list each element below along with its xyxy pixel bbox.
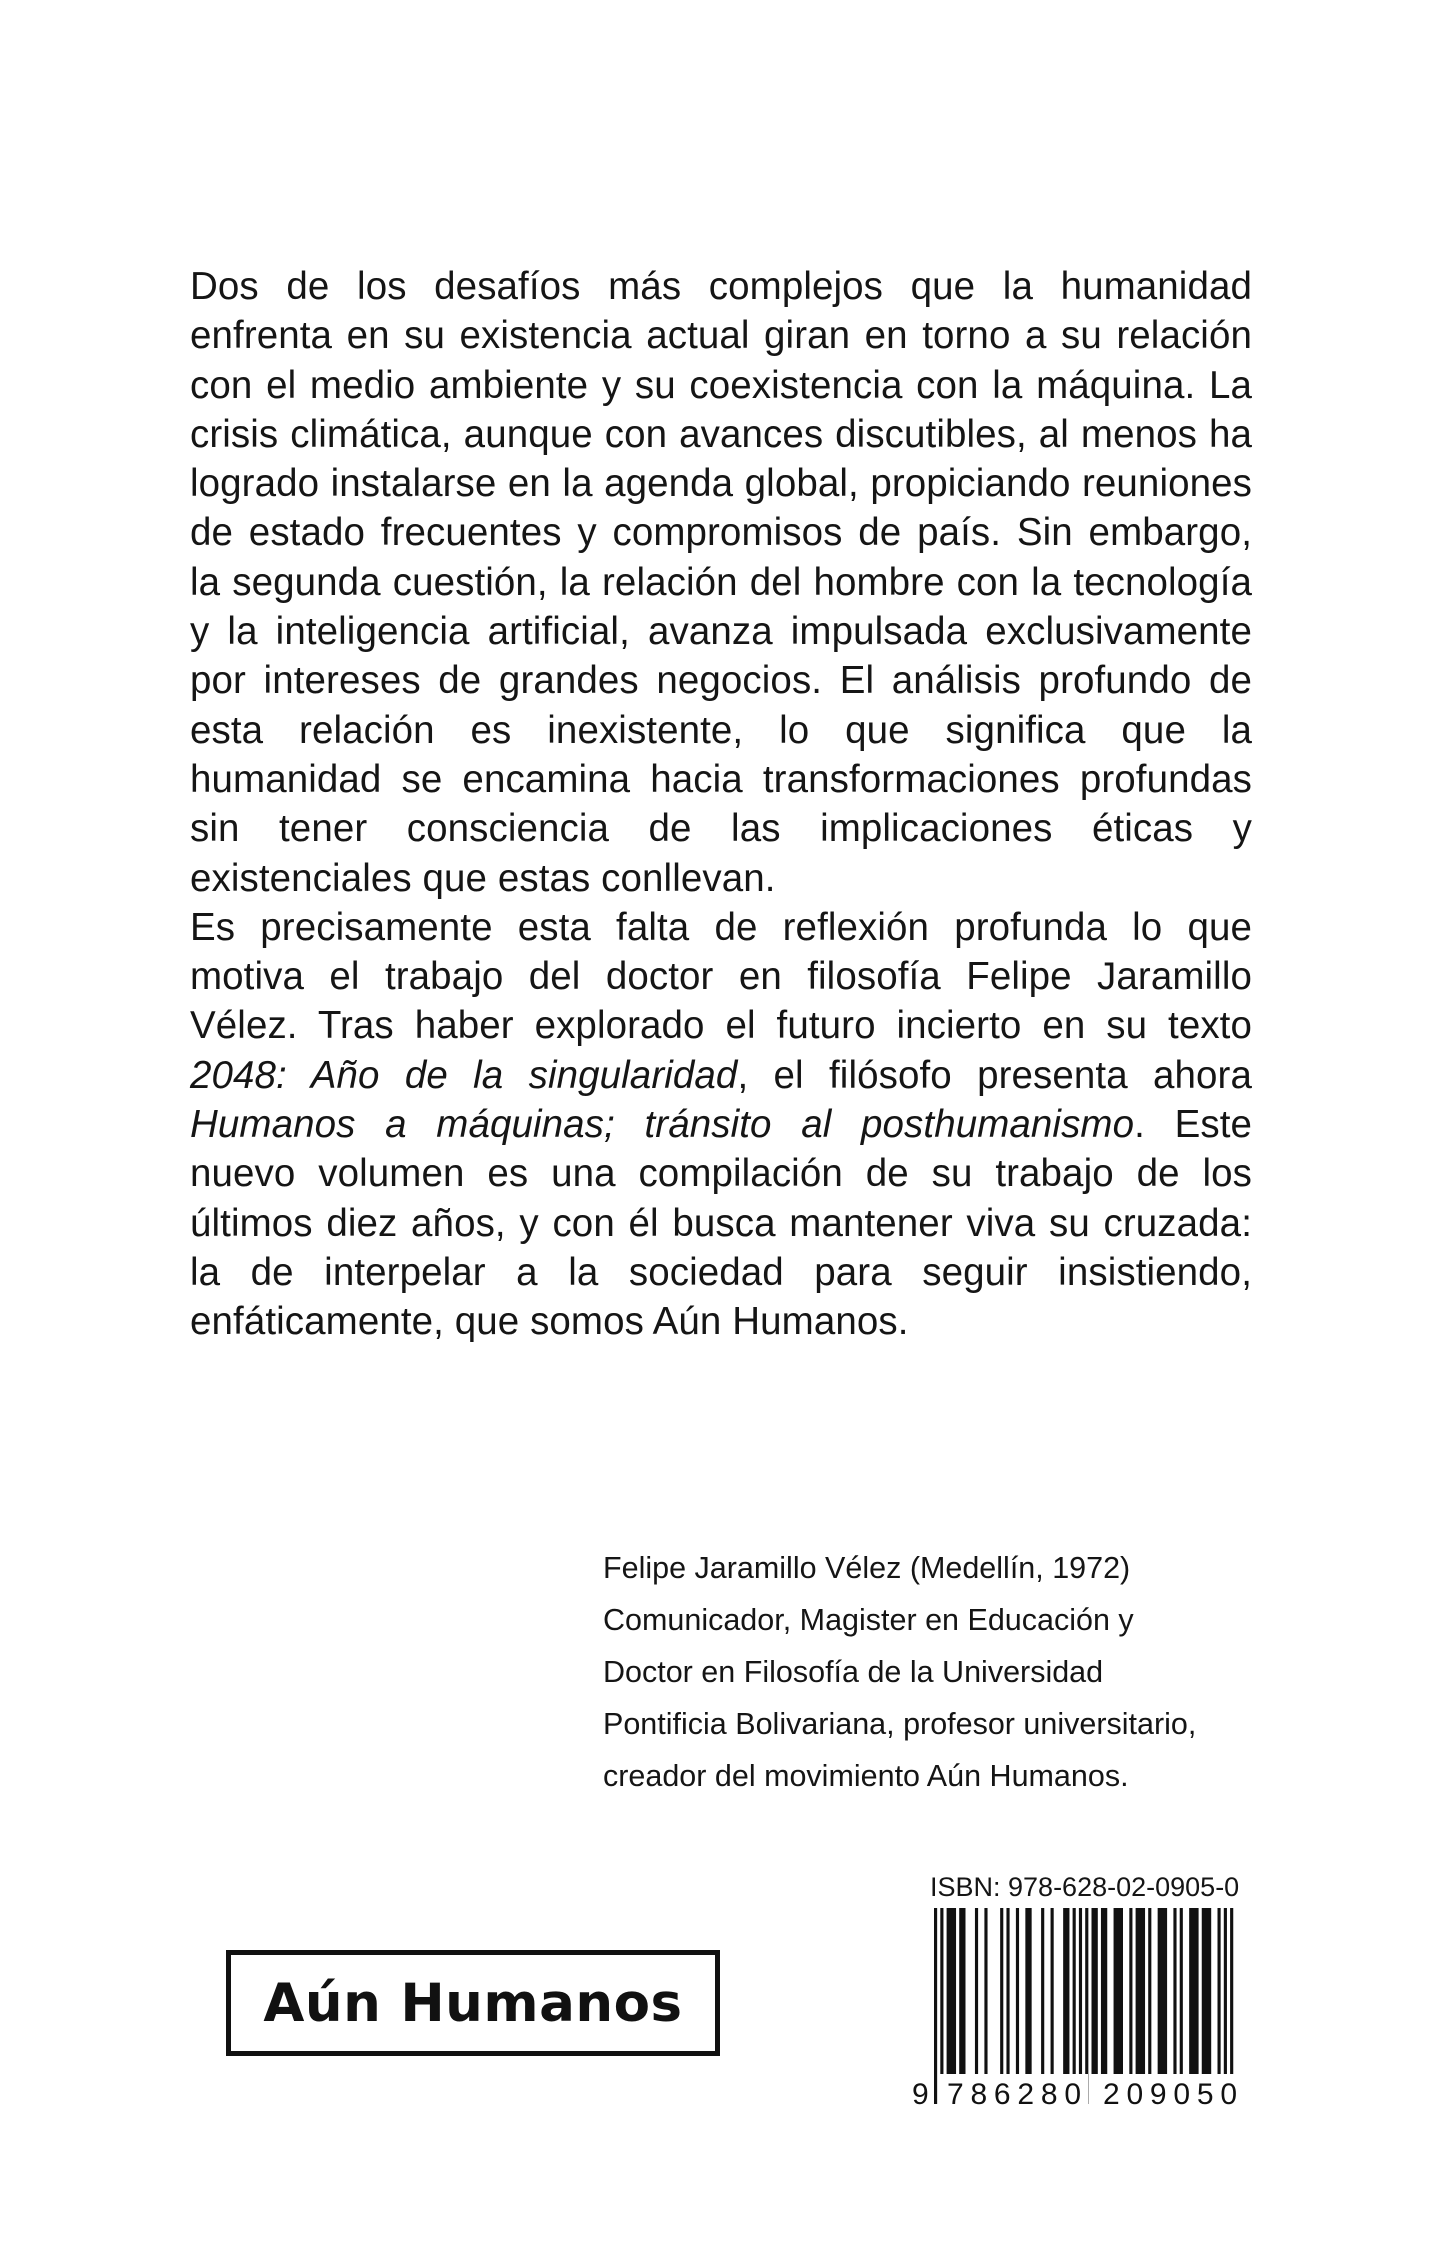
synopsis-text-segment: . Este nuevo volumen es una compilación de su trabajo de los últimos diez años, y con él busca mantener viva su cruzada: la de interpelar a la sociedad para seguir insistiendo, enfáticamente, que somos Aún Humanos.	[190, 1103, 1253, 1344]
author-bio-line: Doctor en Filosofía de la Universidad	[603, 1655, 1104, 1689]
barcode-bar	[1000, 1908, 1003, 2074]
barcode-bar	[984, 1908, 987, 2074]
barcode-bar	[947, 1908, 956, 2074]
barcode-bar	[959, 1908, 965, 2074]
synopsis-paragraph-2	[190, 903, 1252, 1347]
barcode-bar	[1041, 1908, 1044, 2074]
barcode-bar	[1063, 1908, 1069, 2074]
synopsis-text-segment: Es precisamente esta falta de reflexión profunda lo que motiva el trabajo del doctor en filosofía Felipe Jaramillo Vélez. Tras haber explorado el futuro incierto en su texto	[190, 905, 1252, 1048]
barcode-bar	[1016, 1908, 1019, 2074]
barcode-bar	[1006, 1908, 1009, 2074]
book-title-reference: Humanos a máquinas; tránsito al posthumanismo	[190, 1103, 1135, 1147]
barcode-left-digits: 786280	[947, 2078, 1081, 2110]
author-bio-line: Felipe Jaramillo Vélez (Medellín, 1972)	[603, 1551, 1131, 1585]
barcode-bar	[1202, 1908, 1211, 2074]
barcode-bar	[1129, 1908, 1132, 2074]
book-title-reference: 2048: Año de la singularidad	[190, 1053, 738, 1097]
barcode-bar	[1148, 1908, 1151, 2074]
barcode-bar	[1092, 1908, 1098, 2074]
barcode-bar	[1173, 1908, 1176, 2074]
barcode-bar	[975, 1908, 978, 2074]
barcode-bar	[1158, 1908, 1167, 2074]
barcode-bar	[1101, 1908, 1107, 2074]
barcode-bar	[1051, 1908, 1054, 2074]
barcode-right-digits: 209050	[1103, 2078, 1237, 2110]
publisher-logo-text: Aún Humanos	[263, 1972, 683, 2034]
author-bio-line: Comunicador, Magister en Educación y	[603, 1603, 1134, 1637]
barcode-bar	[1189, 1908, 1198, 2074]
synopsis-text	[190, 262, 1252, 1347]
barcode-bar	[1073, 1908, 1076, 2074]
barcode-bar	[1114, 1908, 1123, 2074]
synopsis-text-segment: , el filósofo presenta ahora	[737, 1053, 1252, 1097]
barcode-bar	[1025, 1908, 1031, 2074]
barcode-bar	[1136, 1908, 1145, 2074]
publisher-logo	[226, 1950, 720, 2056]
author-bio-line: creador del movimiento Aún Humanos.	[603, 1759, 1129, 1793]
barcode-bar	[1180, 1908, 1183, 2074]
barcode-digits	[910, 2074, 1256, 2110]
isbn-label: ISBN: 978-628-02-0905-0	[930, 1872, 1240, 1902]
barcode-bar	[1218, 1908, 1221, 2074]
author-bio-line: Pontificia Bolivariana, profesor universitario,	[603, 1707, 1197, 1741]
author-bio	[603, 1542, 1303, 1802]
synopsis-paragraph-1: Dos de los desafíos más complejos que la humanidad enfrenta en su existencia actual giran en torno a su relación con el medio ambiente y su coexistencia con la máquina. La crisis climática, aunque con avances discutibles, al menos ha logrado instalarse en la agenda global, propiciando reuniones de estado frecuentes y compromisos de país. Sin embargo, la segunda cuestión, la relación del hombre con la tecnología y la inteligencia artificial, avanza impulsada exclusivamente por intereses de grandes negocios. El análisis profundo de esta relación es inexistente, lo que significa que la humanidad se encamina hacia transformaciones profundas sin tener consciencia de las implicaciones éticas y existenciales que estas conllevan.	[190, 265, 1252, 900]
barcode-first-digit: 9	[912, 2078, 929, 2110]
